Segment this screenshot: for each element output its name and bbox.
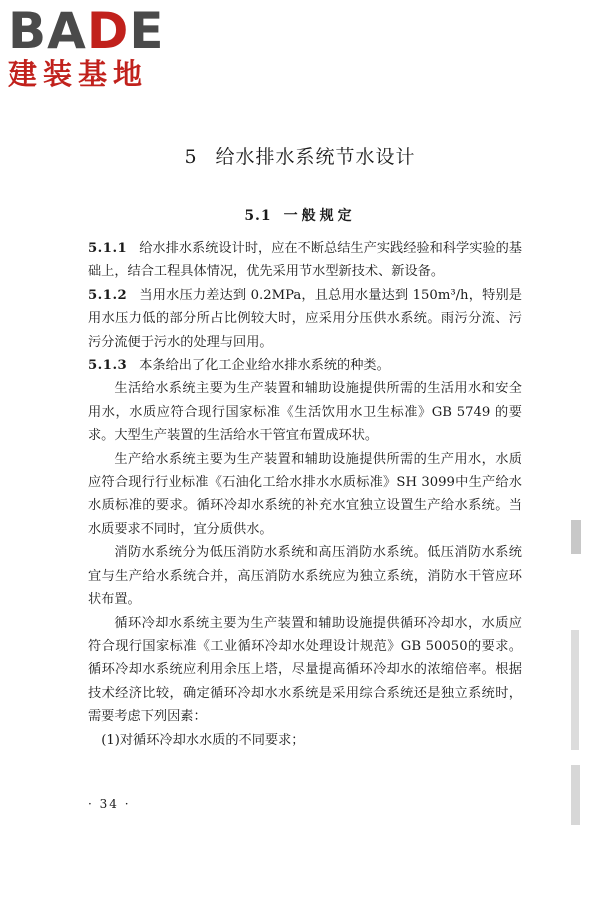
clause-5-1-2 [88, 284, 522, 354]
site-logo [8, 4, 178, 91]
list-item: (1)对循环冷却水水质的不同要求； [101, 732, 305, 748]
clause-number: 5.1.3 [88, 358, 128, 374]
chapter-title-text: 给水排水系统节水设计 [215, 146, 416, 168]
clause-5-1-1 [88, 237, 522, 284]
chapter-title [0, 142, 600, 169]
clause-text: 给水排水系统设计时，应在不断总结生产实践经验和科学实验的基础上，结合工程具体情况，优先采用节水型新技术、新设备。 [88, 241, 522, 280]
section-title [0, 205, 600, 225]
paragraph-production-water: 生产给水系统主要为生产装置和辅助设施提供所需的生产用水，水质应符合现行行业标准《石油化工给水排水水质标准》SH 3099中生产给水水质标准的要求。循环冷却水系统的补充水宜独立设置生产给水系统。当水质要求不同时，宜分质供水。 [88, 451, 522, 537]
clause-number: 5.1.1 [88, 241, 128, 256]
paragraph-domestic-water: 生活给水系统主要为生产装置和辅助设施提供所需的生活用水和安全用水，水质应符合现行国家标准《生活饮用水卫生标准》GB 5749 的要求。大型生产装置的生活给水干管宜布置成环状。 [88, 381, 522, 444]
page-number: · 34 · [88, 797, 131, 811]
clause-text: 当用水压力差达到 0.2MPa，且总用水量达到 150m³/h，特别是用水压力低的部分所占比例较大时，应采用分压供水系统。雨污分流、污污分流便于污水的处理与回用。 [88, 287, 522, 350]
chapter-number: 5 [184, 146, 198, 168]
logo-subtitle: 建装基地 [8, 57, 149, 91]
paragraph-cooling-water: 循环冷却水系统主要为生产装置和辅助设施提供循环冷却水，水质应符合现行国家标准《工业循环冷却水处理设计规范》GB 50050的要求。循环冷却水系统应利用余压上塔，尽量提高循环冷却水的浓缩倍率。根据技术经济比较，确定循环冷却水水系统是采用综合系统还是独立系统时，需要考虑下列因素： [88, 615, 522, 725]
clause-text: 本条给出了化工企业给水排水系统的种类。 [139, 358, 390, 374]
paragraph-fire-water: 消防水系统分为低压消防水系统和高压消防水系统。低压消防水系统宜与生产给水系统合并，高压消防水系统应为独立系统，消防水干管应环状布置。 [88, 545, 522, 608]
logo-wordmark: BADE [8, 2, 165, 60]
edge-mark [571, 520, 581, 554]
edge-mark [571, 630, 579, 750]
edge-mark [571, 765, 580, 825]
clause-number: 5.1.2 [88, 287, 128, 303]
clause-5-1-3 [88, 354, 522, 377]
section-title-text: 一般规定 [283, 208, 356, 224]
section-number: 5.1 [244, 208, 272, 224]
scan-edge-marks [563, 520, 587, 830]
body-content [88, 237, 522, 752]
